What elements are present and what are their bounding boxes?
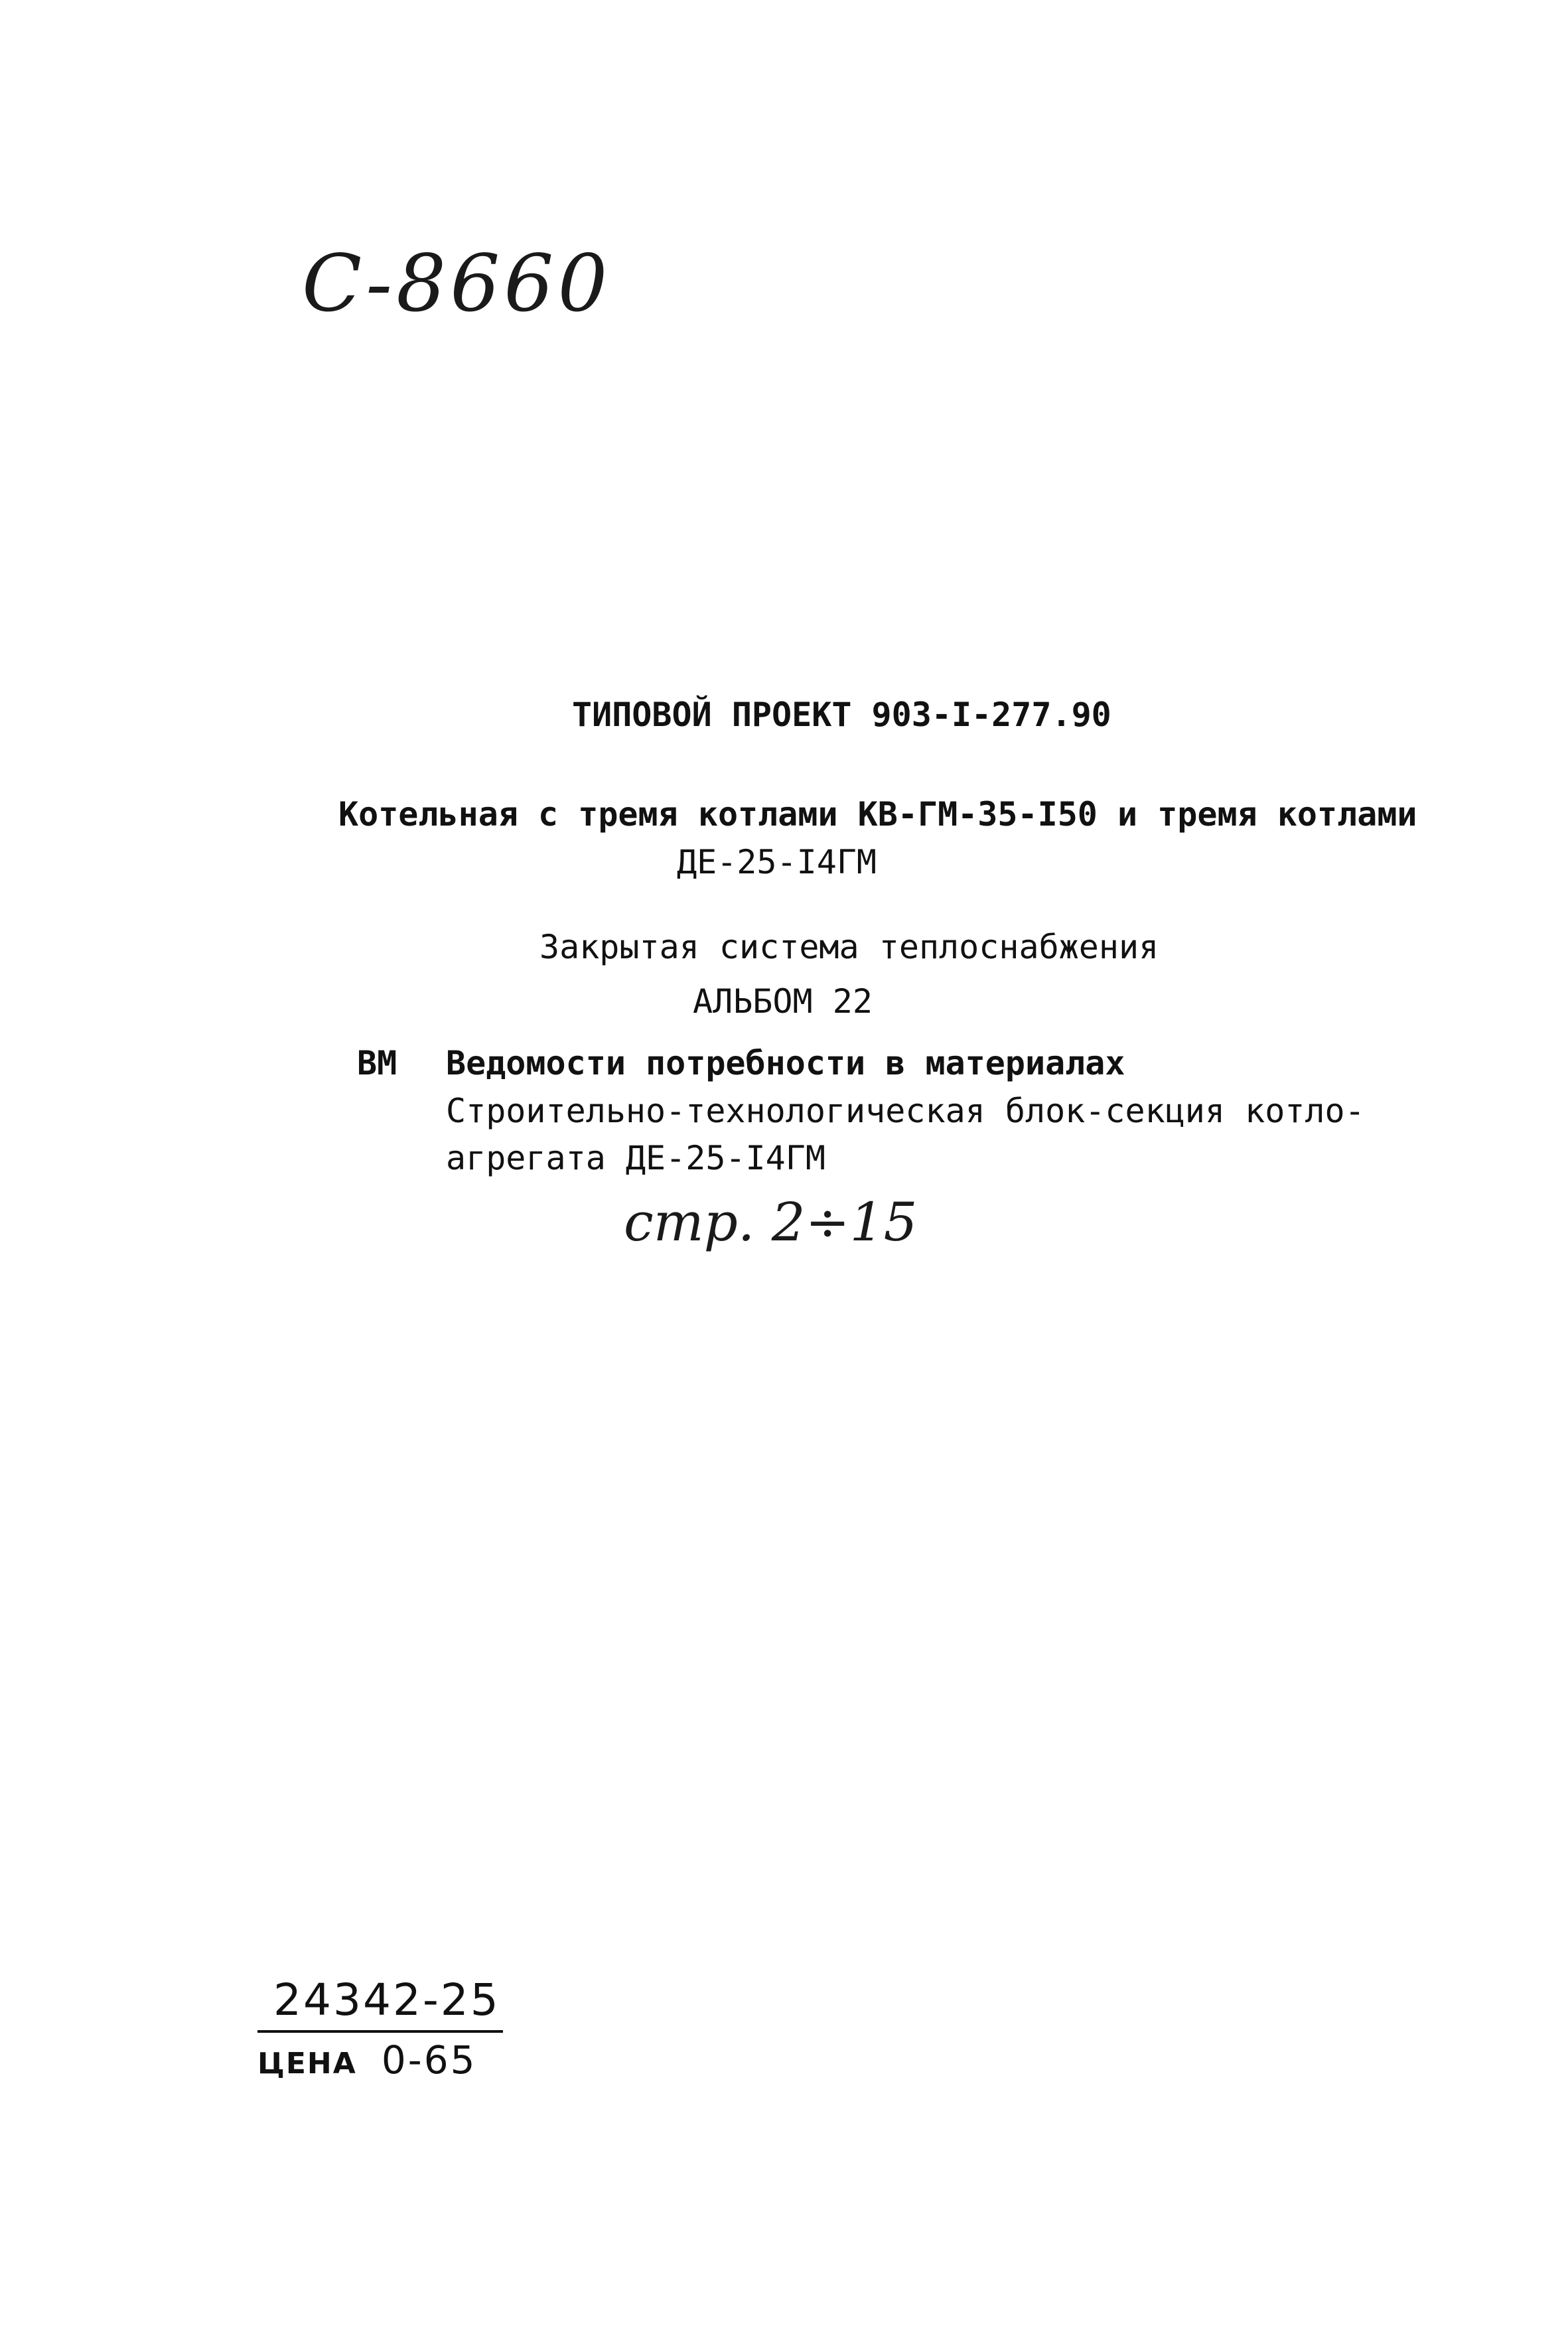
price-value: 0-65 bbox=[381, 2037, 477, 2083]
archive-number: С-8660 bbox=[302, 238, 612, 329]
price-label: ЦЕНА bbox=[257, 2047, 357, 2081]
price-row bbox=[257, 2037, 503, 2093]
section-code: ВМ bbox=[357, 1044, 397, 1082]
price-stamp bbox=[257, 1974, 503, 2093]
section-title-line: Строительно-технологическая блок-секция котло- bbox=[446, 1092, 1365, 1130]
stamp-divider bbox=[257, 2030, 503, 2033]
section-title-line: Ведомости потребности в материалах bbox=[446, 1044, 1125, 1082]
inventory-number: 24342-25 bbox=[273, 1974, 500, 2025]
subject-line: Котельная с тремя котлами КВ-ГМ-35-I50 и тремя котлами bbox=[338, 795, 1417, 834]
project-title: ТИПОВОЙ ПРОЕКТ 903-I-277.90 bbox=[572, 696, 1111, 734]
system-name: Закрытая система теплоснабжения bbox=[539, 928, 1159, 966]
section-title-line: агрегата ДЕ-25-I4ГМ bbox=[446, 1139, 825, 1177]
album-label: АЛЬБОМ 22 bbox=[693, 982, 873, 1021]
subject-line: ДЕ-25-I4ГМ bbox=[677, 843, 877, 881]
pages-note: стр. 2÷15 bbox=[624, 1191, 918, 1253]
